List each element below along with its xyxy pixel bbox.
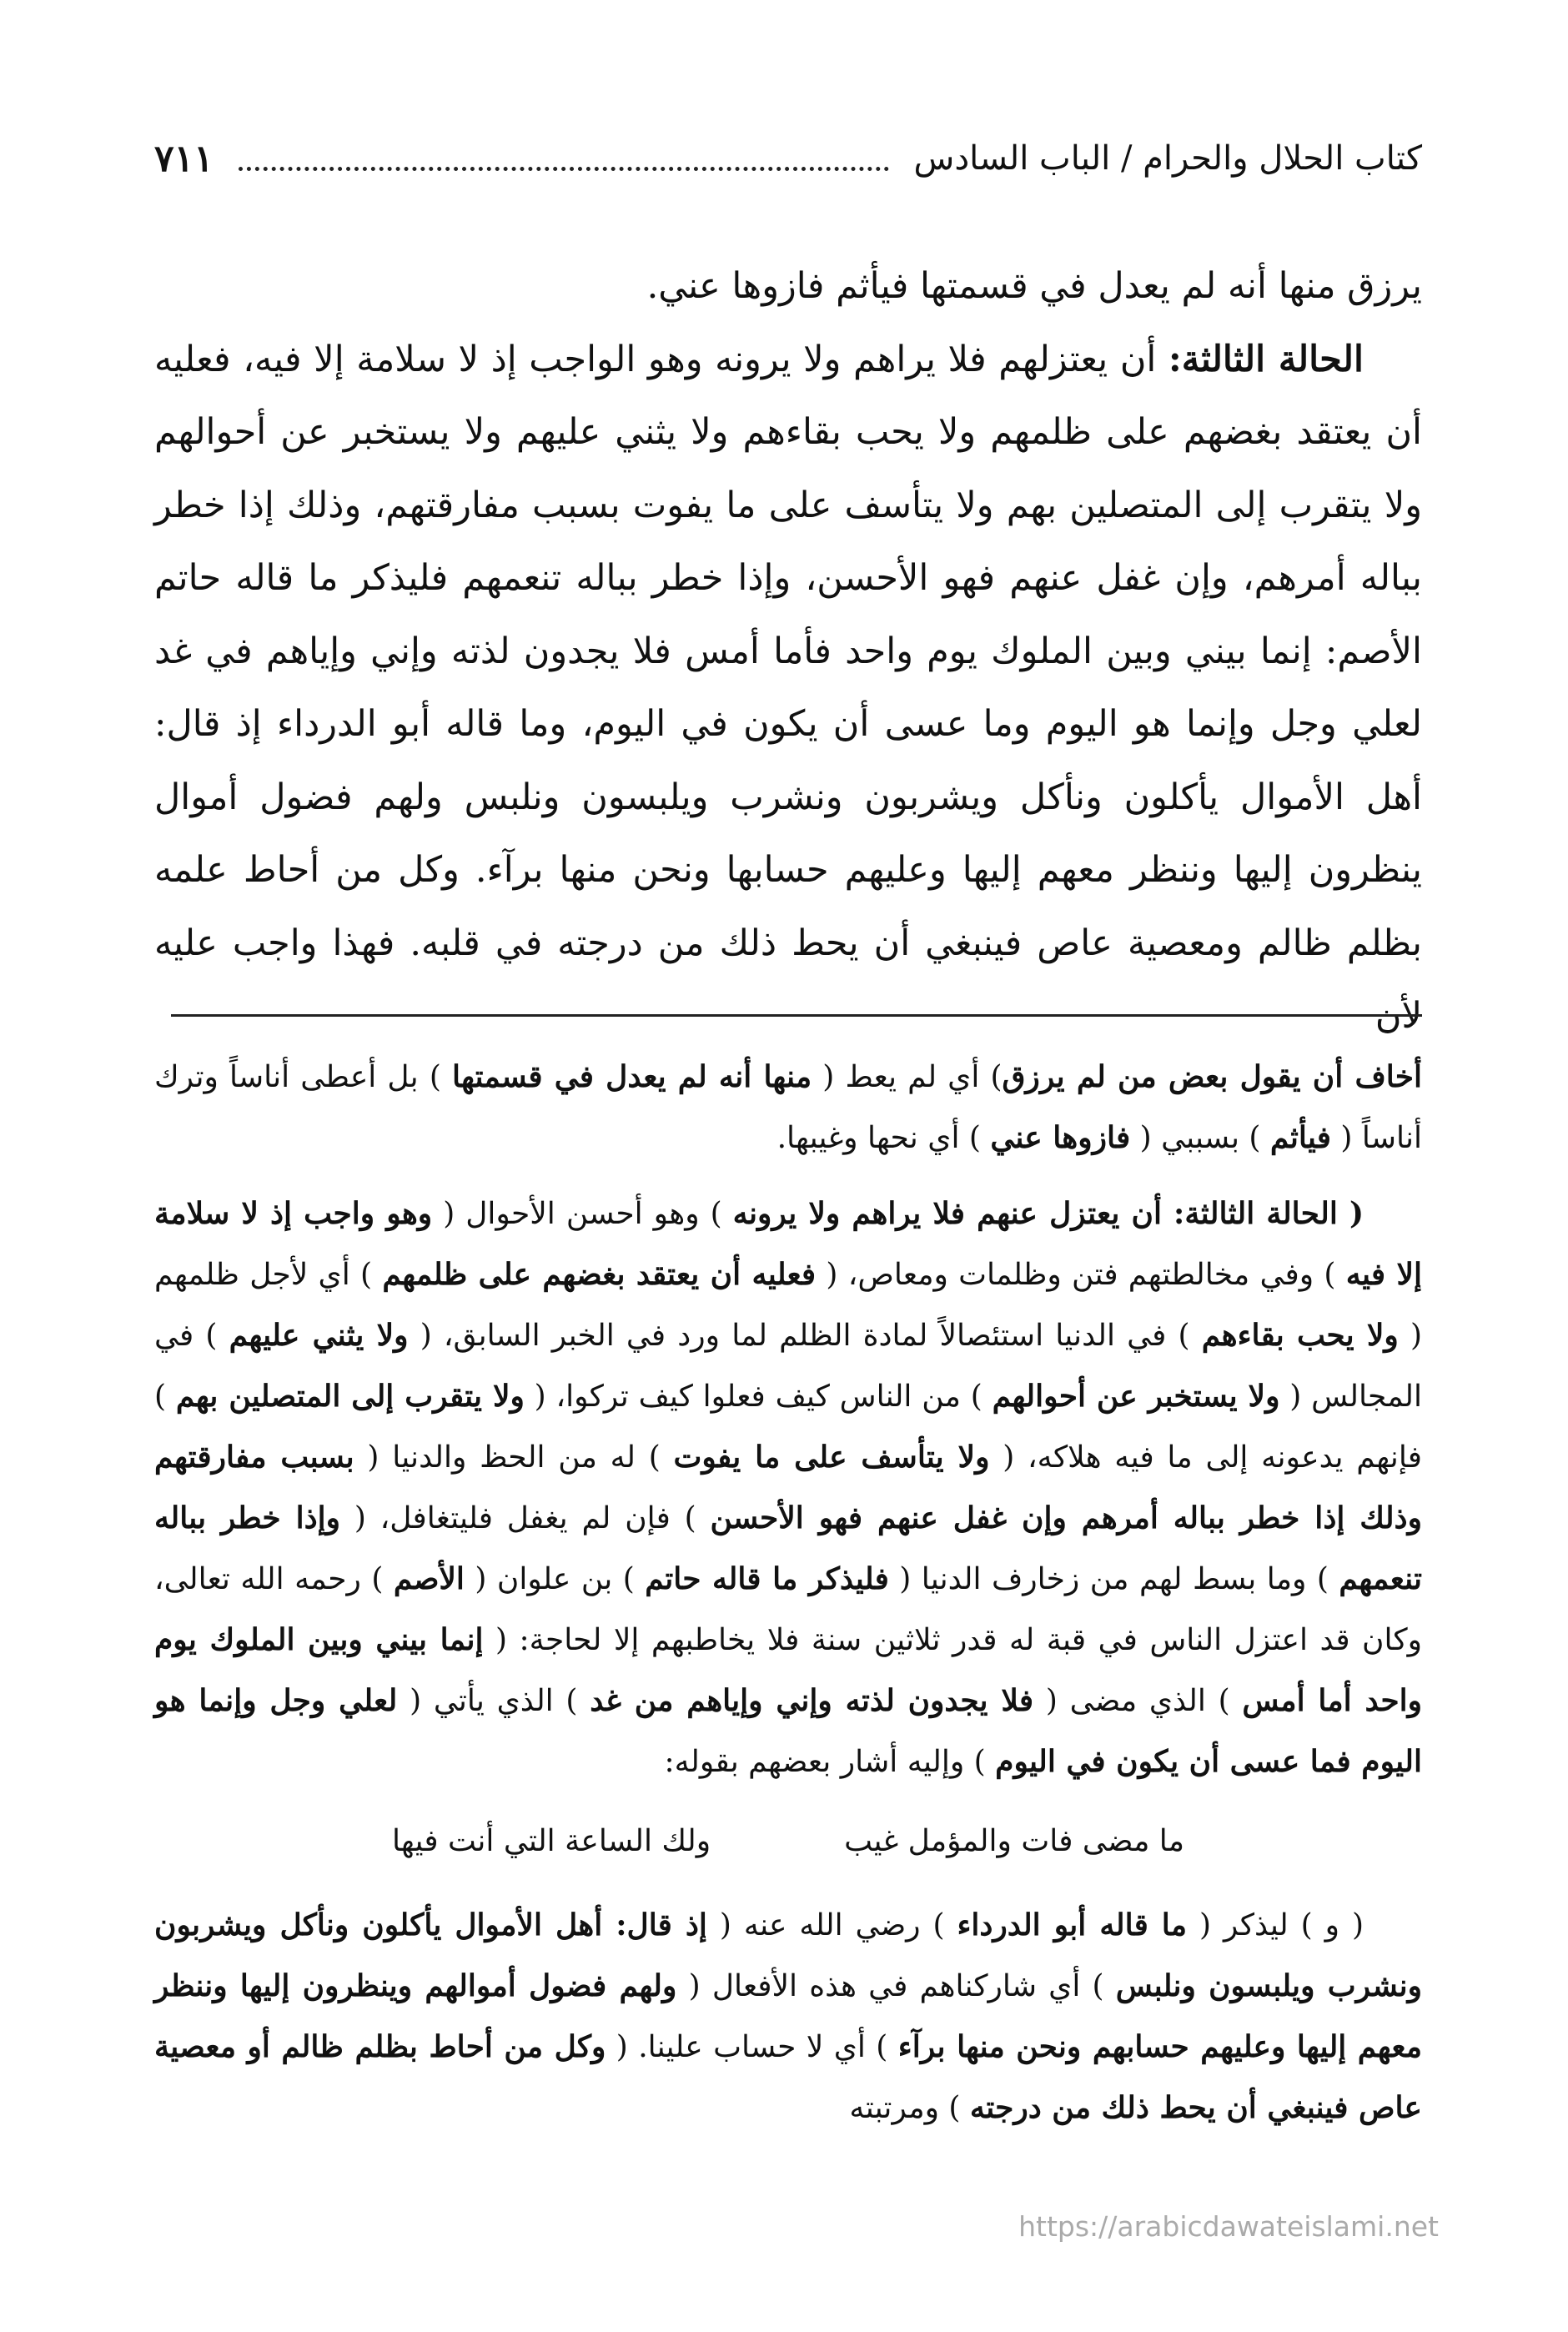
quoted-text: فلا يجدون لذته وإني وإياهم من غد [590, 1683, 1034, 1718]
quoted-text: أخاف أن يقول بعض من لم يرزق [1002, 1059, 1422, 1094]
quoted-text: وكل من أحاط بظلم ظالم أو معصية عاص فينبغي أن يحط ذلك من درجته [154, 2029, 1422, 2125]
leader-dots [239, 163, 889, 171]
commentary-text: ) ومرتبته [849, 2091, 970, 2125]
quoted-text: ما قاله أبو الدرداء [957, 1907, 1188, 1942]
quoted-text: فعليه أن يعتقد بغضهم على ظلمهم [382, 1257, 817, 1292]
quoted-text: وإذا خطر بباله تنعمهم [154, 1500, 1422, 1596]
page-number: ٧١١ [154, 137, 214, 180]
quoted-text: ولهم فضول أموالهم وينظرون إليها وننظر معهم إليها وعليهم حسابهم ونحن منها برآء [154, 1968, 1423, 2064]
commentary-text: ) بسببي ( [1130, 1121, 1270, 1155]
commentary-text: ) أي لم يعط ( [812, 1060, 1003, 1094]
commentary-paragraph-2 [154, 1184, 1422, 1792]
commentary-text: ) وفي مخالطتهم فتن وظلمات ومعاص، ( [816, 1258, 1346, 1292]
commentary-text: ) وهو أحسن الأحوال ( [432, 1197, 733, 1231]
commentary-text: ) الذي مضى ( [1033, 1684, 1243, 1718]
watermark-url: https://arabicdawateislami.net [1018, 2210, 1439, 2243]
quoted-text: فليذكر ما قاله حاتم [645, 1561, 889, 1596]
quoted-text: ولا يتأسف على ما يفوت [673, 1440, 990, 1475]
main-text [154, 250, 1422, 1053]
commentary-text: ) بل أعطى أناساً وترك أناساً ( [154, 1060, 1422, 1155]
commentary-text: ) في الدنيا استئصالاً لمادة الظلم لما ورد في الخبر السابق، ( [408, 1319, 1202, 1353]
page-header [154, 125, 1422, 192]
quoted-text: ولا يستخبر عن أحوالهم [992, 1379, 1280, 1414]
main-paragraph-2 [154, 324, 1422, 1053]
footnote-divider [171, 1014, 1422, 1017]
commentary-text: ) وما بسط لهم من زخارف الدنيا ( [888, 1562, 1339, 1596]
commentary-text: ) أي نحها وغيبها. [776, 1121, 991, 1155]
commentary-text: ( و ) ليذكر ( [1187, 1908, 1364, 1942]
section-heading: الحالة الثالثة: [1168, 338, 1364, 380]
quoted-text: بسبب مفارقتهم وذلك إذا خطر بباله أمرهم وإن غفل عنهم فهو الأحسن [154, 1440, 1422, 1535]
commentary-text: ) الذي يأتي ( [397, 1684, 591, 1718]
commentary-paragraph-1 [154, 1047, 1422, 1169]
running-title: كتاب الحلال والحرام / الباب السادس [913, 139, 1422, 178]
commentary-text: ) رحمه الله تعالى، وكان قد اعتزل الناس في قبة له قدر ثلاثين سنة فلا يخاطبهم إلا لحاجة: ( [154, 1562, 1422, 1657]
commentary-text: ) وإليه أشار بعضهم بقوله: [664, 1745, 996, 1779]
commentary-text: ) رضي الله عنه ( [706, 1908, 957, 1942]
poetry-verse [154, 1811, 1422, 1872]
quoted-text: ولا يحب بقاءهم [1201, 1318, 1399, 1353]
quoted-text: ولا يتقرب إلى المتصلين بهم [175, 1379, 525, 1414]
quoted-text: لعلي وجل وإنما هو اليوم فما عسى أن يكون في اليوم [154, 1683, 1422, 1779]
quoted-text: ( الحالة الثالثة: أن يعتزل عنهم فلا يراهم ولا يرونه [732, 1196, 1364, 1231]
verse-second-hemistich: ولك الساعة التي أنت فيها [391, 1824, 711, 1858]
verse-first-hemistich: ما مضى فات والمؤمل غيب [844, 1824, 1185, 1858]
commentary-paragraph-3 [154, 1895, 1422, 2139]
commentary-text: ) أي لا حساب علينا. ( [606, 2030, 898, 2064]
commentary-text: ) في المجالس ( [154, 1319, 1422, 1414]
commentary-text: ) من الناس كيف فعلوا كيف تركوا، ( [524, 1380, 993, 1414]
quoted-text: ولا يثني عليهم [229, 1318, 409, 1353]
quoted-text: وهو واجب إذ لا سلامة إلا فيه [154, 1196, 1422, 1292]
main-paragraph-1: يرزق منها أنه لم يعدل في قسمتها فيأثم فازوها عني. [646, 265, 1422, 307]
commentary [154, 1047, 1422, 2139]
quoted-text: الأصم [393, 1561, 465, 1596]
commentary-text: ) أي لأجل ظلمهم ( [154, 1258, 1422, 1353]
quoted-text: منها أنه لم يعدل في قسمتها [451, 1059, 812, 1094]
main-paragraph-2-body: أن يعتزلهم فلا يراهم ولا يرونه وهو الواجب إذ لا سلامة إلا فيه، فعليه أن يعتقد بغضهم على ظلمهم ولا يحب بقاءهم ولا يثني عليهم ولا يستخبر عن أحوالهم ولا يتقرب إلى المتصلين بهم ولا يتأسف على ما يفوت بسبب مفارقتهم، وذلك إذا خطر بباله أمرهم، وإن غفل عنهم فهو الأحسن، وإذا خطر بباله تنعمهم فليذكر ما قاله حاتم الأصم: إنما بيني وبين الملوك يوم واحد فأما أمس فلا يجدون لذته وإني وإياهم في غد لعلي وجل وإنما هو اليوم وما عسى أن يكون في اليوم، وما قاله أبو الدرداء إذ قال: أهل الأموال يأكلون ونأكل ويشربون ونشرب ويلبسون ونلبس ولهم فضول أموال ينظرون إليها وننظر معهم إليها وعليهم حسابها ونحن منها برآء. وكل من أحاط علمه بظلم ظالم ومعصية عاص فينبغي أن يحط ذلك من درجته في قلبه. فهذا واجب عليه لأن [154, 338, 1422, 1037]
quoted-text: فيأثم [1269, 1120, 1331, 1155]
commentary-text: ) له من الحظ والدنيا ( [354, 1440, 674, 1475]
commentary-text: ) أي شاركناهم في هذه الأفعال ( [676, 1969, 1116, 2003]
quoted-text: إذ قال: أهل الأموال يأكلون ونأكل ويشربون ونشرب ويلبسون ونلبس [154, 1907, 1423, 2003]
commentary-text: ) بن علوان ( [464, 1562, 646, 1596]
quoted-text: إنما بيني وبين الملوك يوم واحد أما أمس [154, 1622, 1422, 1718]
quoted-text: فازوها عني [990, 1120, 1131, 1155]
commentary-text: ) فإن لم يغفل فليتغافل، ( [340, 1501, 711, 1535]
commentary-text: ) فإنهم يدعونه إلى ما فيه هلاكه، ( [154, 1380, 1422, 1475]
